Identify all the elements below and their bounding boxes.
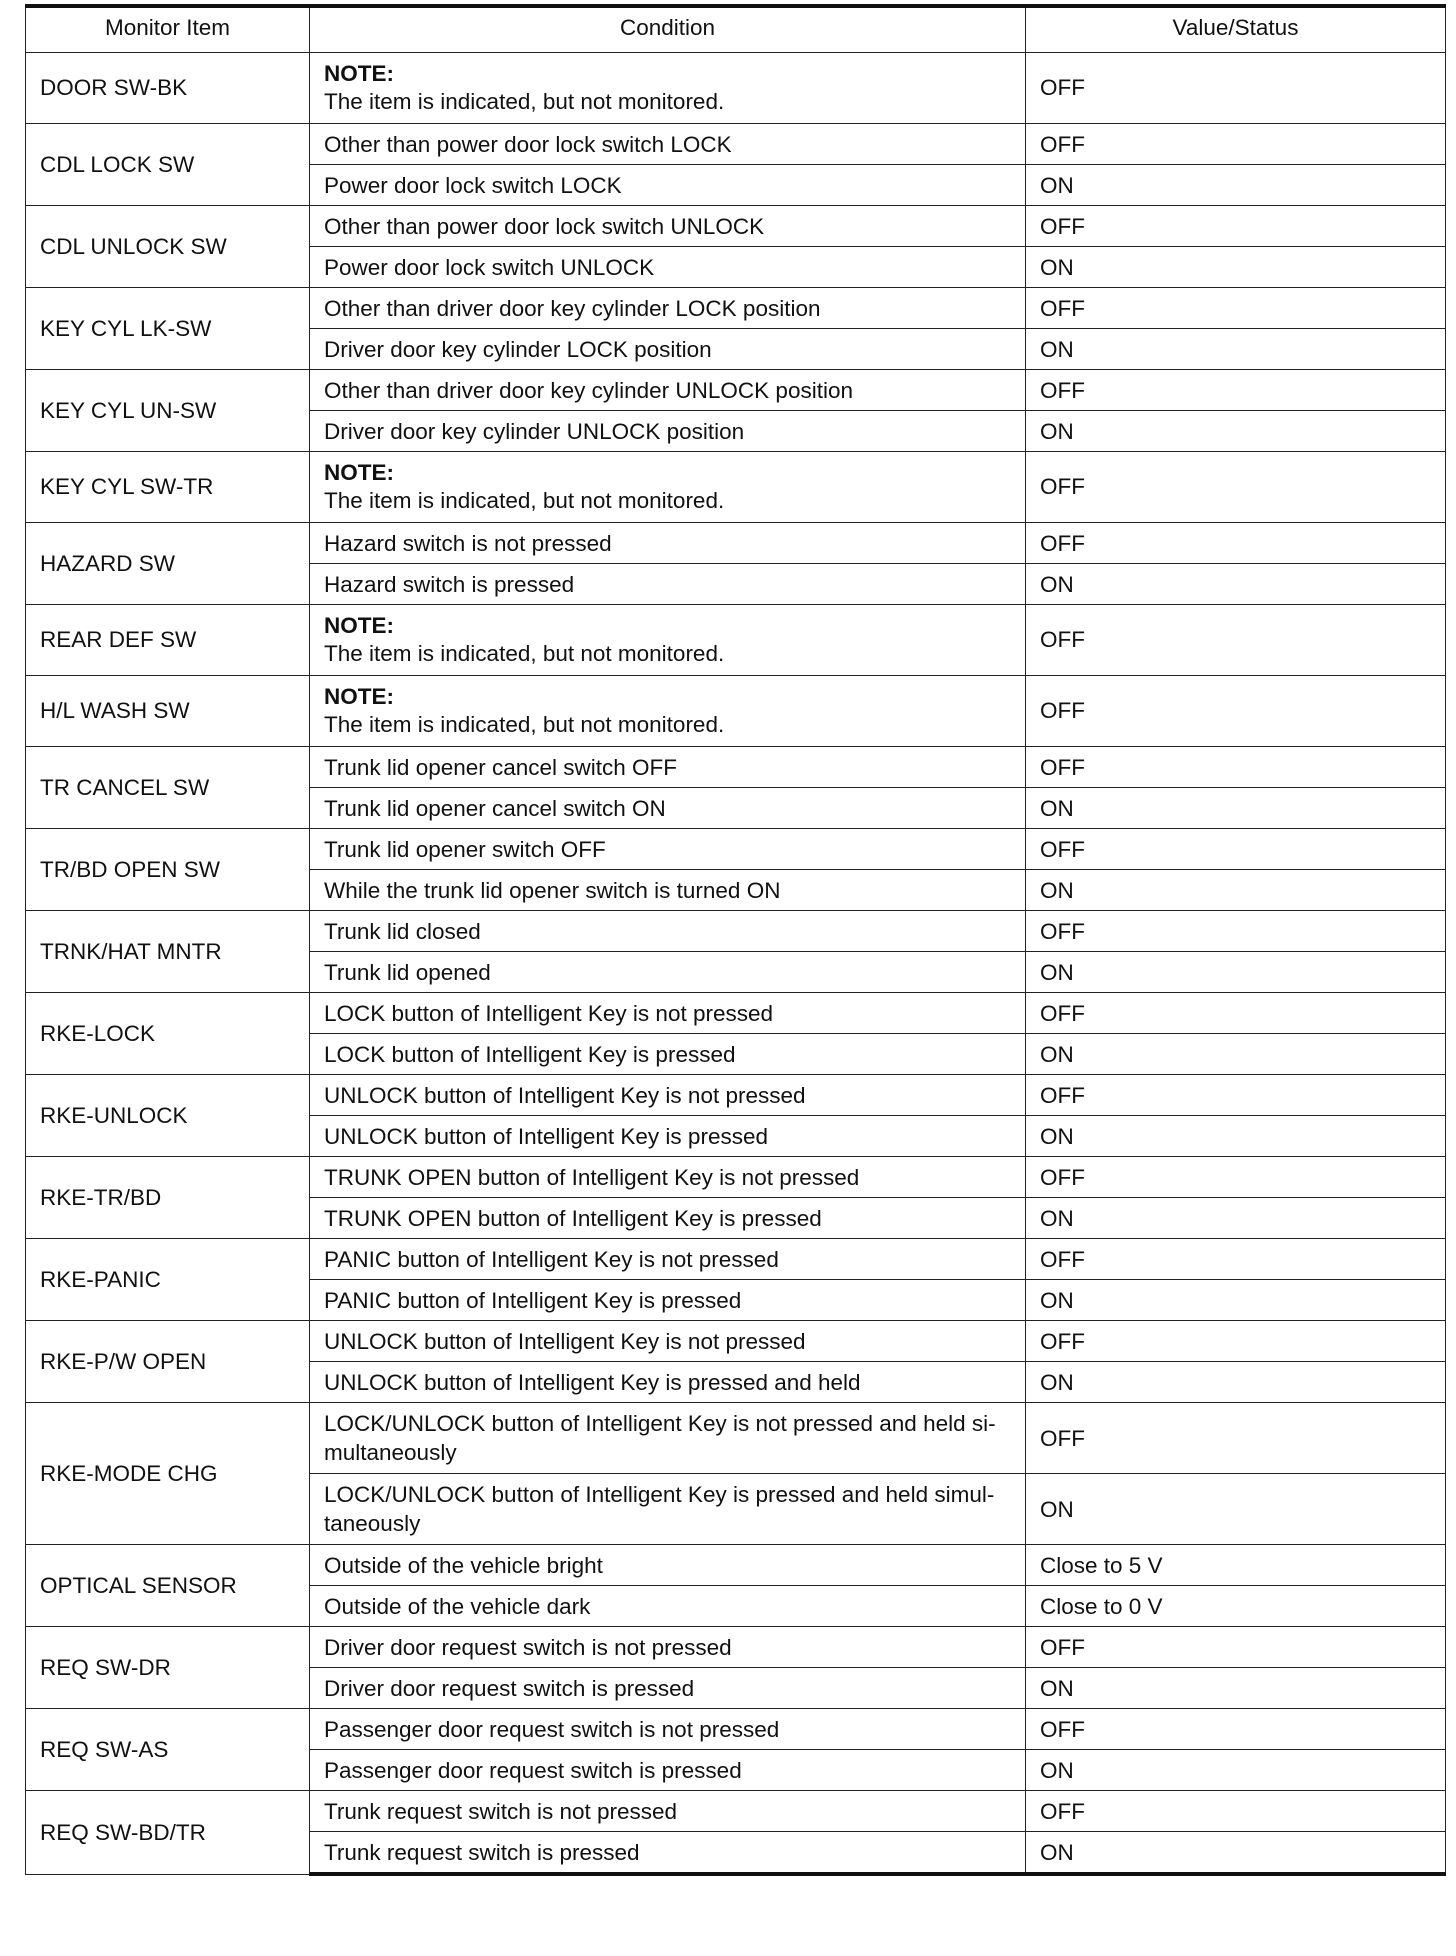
monitor-item-cell: RKE-TR/BD bbox=[26, 1157, 310, 1239]
value-status-cell: ON bbox=[1026, 329, 1446, 370]
value-status-cell: OFF bbox=[1026, 1239, 1446, 1280]
condition-cell: PANIC button of Intelligent Key is pressed bbox=[310, 1280, 1026, 1321]
header-row bbox=[26, 6, 1446, 53]
note-text: The item is indicated, but not monitored. bbox=[324, 89, 725, 114]
condition-cell: Power door lock switch UNLOCK bbox=[310, 247, 1026, 288]
value-status-cell: ON bbox=[1026, 247, 1446, 288]
table-row bbox=[26, 124, 1446, 165]
value-status-cell: OFF bbox=[1026, 1321, 1446, 1362]
monitor-item-cell: RKE-UNLOCK bbox=[26, 1075, 310, 1157]
value-status-cell: OFF bbox=[1026, 1075, 1446, 1116]
condition-cell: LOCK button of Intelligent Key is pressed bbox=[310, 1034, 1026, 1075]
table-row bbox=[26, 829, 1446, 870]
value-status-cell: OFF bbox=[1026, 1157, 1446, 1198]
condition-cell: Driver door request switch is not pressed bbox=[310, 1627, 1026, 1668]
condition-cell: Other than power door lock switch LOCK bbox=[310, 124, 1026, 165]
value-status-cell: OFF bbox=[1026, 206, 1446, 247]
value-status-cell: ON bbox=[1026, 1116, 1446, 1157]
condition-cell: LOCK/UNLOCK button of Intelligent Key is pressed and held simul- taneously bbox=[310, 1474, 1026, 1545]
monitor-item-cell: TR CANCEL SW bbox=[26, 747, 310, 829]
table-row bbox=[26, 676, 1446, 747]
condition-note-cell bbox=[310, 676, 1026, 747]
condition-cell: TRUNK OPEN button of Intelligent Key is not pressed bbox=[310, 1157, 1026, 1198]
table-row bbox=[26, 1627, 1446, 1668]
value-status-cell: OFF bbox=[1026, 1791, 1446, 1832]
value-status-cell: ON bbox=[1026, 1034, 1446, 1075]
monitor-item-cell: RKE-MODE CHG bbox=[26, 1403, 310, 1545]
table-row bbox=[26, 1321, 1446, 1362]
table-row bbox=[26, 1157, 1446, 1198]
note-label: NOTE: bbox=[324, 460, 394, 485]
condition-cell: LOCK/UNLOCK button of Intelligent Key is not pressed and held si- multaneously bbox=[310, 1403, 1026, 1474]
table-row bbox=[26, 1709, 1446, 1750]
value-status-cell: OFF bbox=[1026, 829, 1446, 870]
monitor-item-table bbox=[25, 4, 1446, 1876]
table-row bbox=[26, 288, 1446, 329]
condition-cell: Trunk request switch is not pressed bbox=[310, 1791, 1026, 1832]
monitor-item-cell: TR/BD OPEN SW bbox=[26, 829, 310, 911]
value-status-cell: ON bbox=[1026, 870, 1446, 911]
monitor-item-cell: REQ SW-DR bbox=[26, 1627, 310, 1709]
condition-cell: TRUNK OPEN button of Intelligent Key is pressed bbox=[310, 1198, 1026, 1239]
note-text: The item is indicated, but not monitored. bbox=[324, 712, 725, 737]
monitor-item-cell: OPTICAL SENSOR bbox=[26, 1545, 310, 1627]
condition-cell: Other than power door lock switch UNLOCK bbox=[310, 206, 1026, 247]
value-status-cell: OFF bbox=[1026, 993, 1446, 1034]
header-value-status: Value/Status bbox=[1026, 6, 1446, 53]
value-status-cell: ON bbox=[1026, 1198, 1446, 1239]
table-row bbox=[26, 523, 1446, 564]
condition-note-cell bbox=[310, 53, 1026, 124]
value-status-cell: OFF bbox=[1026, 1709, 1446, 1750]
monitor-item-cell: RKE-P/W OPEN bbox=[26, 1321, 310, 1403]
condition-cell: Power door lock switch LOCK bbox=[310, 165, 1026, 206]
monitor-item-cell: REQ SW-BD/TR bbox=[26, 1791, 310, 1875]
condition-cell: Trunk lid opener cancel switch ON bbox=[310, 788, 1026, 829]
table-row bbox=[26, 911, 1446, 952]
value-status-cell: OFF bbox=[1026, 676, 1446, 747]
value-status-cell: ON bbox=[1026, 1474, 1446, 1545]
value-status-cell: OFF bbox=[1026, 370, 1446, 411]
value-status-cell: ON bbox=[1026, 788, 1446, 829]
value-status-cell: ON bbox=[1026, 411, 1446, 452]
value-status-cell: Close to 5 V bbox=[1026, 1545, 1446, 1586]
condition-cell: LOCK button of Intelligent Key is not pressed bbox=[310, 993, 1026, 1034]
value-status-cell: ON bbox=[1026, 952, 1446, 993]
table-row bbox=[26, 605, 1446, 676]
condition-cell: Passenger door request switch is pressed bbox=[310, 1750, 1026, 1791]
monitor-item-cell: DOOR SW-BK bbox=[26, 53, 310, 124]
value-status-cell: OFF bbox=[1026, 452, 1446, 523]
condition-cell: UNLOCK button of Intelligent Key is not pressed bbox=[310, 1321, 1026, 1362]
table-row bbox=[26, 452, 1446, 523]
monitor-item-cell: REAR DEF SW bbox=[26, 605, 310, 676]
condition-cell: Trunk lid opener cancel switch OFF bbox=[310, 747, 1026, 788]
table-row bbox=[26, 53, 1446, 124]
condition-cell: Other than driver door key cylinder LOCK position bbox=[310, 288, 1026, 329]
header-condition: Condition bbox=[310, 6, 1026, 53]
table-header bbox=[26, 6, 1446, 53]
condition-cell: UNLOCK button of Intelligent Key is pressed bbox=[310, 1116, 1026, 1157]
note-text: The item is indicated, but not monitored. bbox=[324, 641, 725, 666]
condition-note-cell bbox=[310, 452, 1026, 523]
condition-cell: Passenger door request switch is not pressed bbox=[310, 1709, 1026, 1750]
value-status-cell: Close to 0 V bbox=[1026, 1586, 1446, 1627]
value-status-cell: OFF bbox=[1026, 288, 1446, 329]
condition-cell: PANIC button of Intelligent Key is not pressed bbox=[310, 1239, 1026, 1280]
table-body bbox=[26, 53, 1446, 1875]
header-monitor-item: Monitor Item bbox=[26, 6, 310, 53]
condition-cell: Other than driver door key cylinder UNLOCK position bbox=[310, 370, 1026, 411]
value-status-cell: ON bbox=[1026, 1362, 1446, 1403]
monitor-item-cell: KEY CYL SW-TR bbox=[26, 452, 310, 523]
condition-cell: Outside of the vehicle dark bbox=[310, 1586, 1026, 1627]
monitor-item-cell: CDL LOCK SW bbox=[26, 124, 310, 206]
condition-cell: Driver door request switch is pressed bbox=[310, 1668, 1026, 1709]
value-status-cell: OFF bbox=[1026, 911, 1446, 952]
table-row bbox=[26, 370, 1446, 411]
monitor-item-cell: CDL UNLOCK SW bbox=[26, 206, 310, 288]
table-row bbox=[26, 1239, 1446, 1280]
table-row bbox=[26, 747, 1446, 788]
monitor-item-cell: HAZARD SW bbox=[26, 523, 310, 605]
condition-cell: While the trunk lid opener switch is turned ON bbox=[310, 870, 1026, 911]
condition-note-cell bbox=[310, 605, 1026, 676]
note-text: The item is indicated, but not monitored. bbox=[324, 488, 725, 513]
condition-cell: Outside of the vehicle bright bbox=[310, 1545, 1026, 1586]
condition-cell: Driver door key cylinder UNLOCK position bbox=[310, 411, 1026, 452]
value-status-cell: OFF bbox=[1026, 747, 1446, 788]
condition-cell: Trunk lid opened bbox=[310, 952, 1026, 993]
monitor-item-cell: REQ SW-AS bbox=[26, 1709, 310, 1791]
value-status-cell: OFF bbox=[1026, 53, 1446, 124]
condition-cell: Trunk request switch is pressed bbox=[310, 1832, 1026, 1875]
value-status-cell: OFF bbox=[1026, 124, 1446, 165]
table-row bbox=[26, 1545, 1446, 1586]
monitor-item-cell: RKE-PANIC bbox=[26, 1239, 310, 1321]
condition-cell: Trunk lid opener switch OFF bbox=[310, 829, 1026, 870]
condition-cell: UNLOCK button of Intelligent Key is not pressed bbox=[310, 1075, 1026, 1116]
monitor-item-document bbox=[25, 4, 1445, 1876]
table-row bbox=[26, 1075, 1446, 1116]
note-label: NOTE: bbox=[324, 613, 394, 638]
value-status-cell: OFF bbox=[1026, 1403, 1446, 1474]
condition-cell: Hazard switch is pressed bbox=[310, 564, 1026, 605]
value-status-cell: ON bbox=[1026, 1750, 1446, 1791]
note-label: NOTE: bbox=[324, 684, 394, 709]
value-status-cell: ON bbox=[1026, 1832, 1446, 1875]
monitor-item-cell: KEY CYL LK-SW bbox=[26, 288, 310, 370]
table-row bbox=[26, 206, 1446, 247]
table-row bbox=[26, 1403, 1446, 1474]
monitor-item-cell: H/L WASH SW bbox=[26, 676, 310, 747]
condition-cell: Driver door key cylinder LOCK position bbox=[310, 329, 1026, 370]
monitor-item-cell: KEY CYL UN-SW bbox=[26, 370, 310, 452]
monitor-item-cell: RKE-LOCK bbox=[26, 993, 310, 1075]
value-status-cell: OFF bbox=[1026, 1627, 1446, 1668]
value-status-cell: OFF bbox=[1026, 605, 1446, 676]
table-row bbox=[26, 1791, 1446, 1832]
table-row bbox=[26, 993, 1446, 1034]
condition-cell: Trunk lid closed bbox=[310, 911, 1026, 952]
value-status-cell: ON bbox=[1026, 1668, 1446, 1709]
monitor-item-cell: TRNK/HAT MNTR bbox=[26, 911, 310, 993]
value-status-cell: ON bbox=[1026, 165, 1446, 206]
condition-cell: UNLOCK button of Intelligent Key is pressed and held bbox=[310, 1362, 1026, 1403]
value-status-cell: OFF bbox=[1026, 523, 1446, 564]
value-status-cell: ON bbox=[1026, 1280, 1446, 1321]
value-status-cell: ON bbox=[1026, 564, 1446, 605]
condition-cell: Hazard switch is not pressed bbox=[310, 523, 1026, 564]
note-label: NOTE: bbox=[324, 61, 394, 86]
